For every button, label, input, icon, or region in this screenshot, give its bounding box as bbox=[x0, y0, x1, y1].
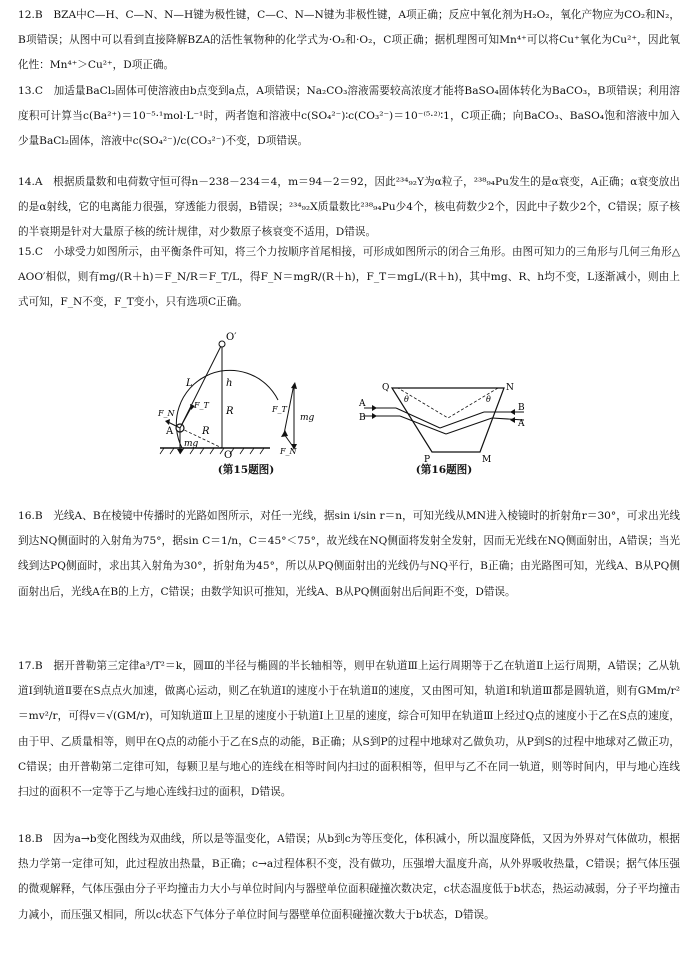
fig15-label-a: A bbox=[166, 426, 174, 437]
fig15-label-oprime: O′ bbox=[226, 332, 237, 343]
fig15-triangle-mg: mg bbox=[300, 413, 315, 423]
figure-16-caption: (第16题图) bbox=[415, 464, 473, 476]
fig15-triangle-fn: F_N bbox=[280, 447, 297, 456]
answer-12: 12.B BZA中C—H、C—N、N—H键为极性键，C—C、N—N键为非极性键，A项正确；反应中氧化剂为H₂O₂，氧化产物应为CO₂和N₂，B项错误；从图中可以看到直接降解BZA的活性氧物种的化学式为·O₂和·O₂，C项正确；据机理图可知Mn⁴⁺可以将Cu⁺氧化为Cu²⁺，因此氧化性：Mn⁴⁺＞Cu²⁺，D项正确。 bbox=[18, 9, 680, 72]
fig16-label-a-left: A bbox=[359, 399, 366, 409]
fig15-triangle-ft: F_T bbox=[272, 405, 287, 414]
answer-14: 14.A 根据质量数和电荷数守恒可得n－238－234＝4，m＝94－2＝92，因此²³⁴₉₂Y为α粒子，²³⁸₉₄Pu发生的是α衰变，A正确；α衰变放出的是α射线，它的电离能力很强，穿透能力很弱，B错误；²³⁴₉₂X质量数比²³⁸₉₄Pu少4个，核电荷数少2个，因此中子数少2个，C错误；原子核的半衰期是针对大量原子核的统计规律，对少数原子核衰变不适用，D错误。 bbox=[18, 176, 680, 239]
fig16-label-q: Q bbox=[382, 383, 390, 393]
fig15-label-mg: mg bbox=[184, 439, 199, 449]
fig16-label-b-left: B bbox=[359, 413, 366, 423]
fig16-label-m: M bbox=[482, 455, 492, 465]
answer-17: 17.B 据开普勒第三定律a³/T²＝k，圆Ⅲ的半径与椭圆的半长轴相等，则甲在轨道Ⅲ上运行周期等于乙在轨道Ⅱ上运行周期，A错误；乙从轨道Ⅰ到轨道Ⅱ要在S点点火加速，做离心运动，则乙在轨道Ⅰ的速度小于在轨道Ⅱ的速度，又由图可知，轨道Ⅰ和轨道Ⅲ都是圆轨道，则有GMm/r²＝mv²/r，可得v＝√(GM/r)，可知轨道Ⅲ上卫星的速度小于轨道Ⅰ上卫星的速度，综合可知甲在轨道Ⅲ上经过Q点的速度小于乙在S点的速度，由于甲、乙质量相等，则甲在Q点的动能小于乙在S点的动能，B正确；从S到P的过程中地球对乙做负功，从P到S的过程中地球对乙做正功，C错误；由开普勒第二定律可知，每颗卫星与地心的连线在相等时间内扫过的面积相等，但甲与乙不在同一轨道，则等时间内，甲与地心连线扫过的面积不一定等于乙与地心连线扫过的面积，D错误。 bbox=[18, 660, 680, 799]
answer-18: 18.B 因为a→b变化图线为双曲线，所以是等温变化，A错误；从b到c为等压变化，体积减小，所以温度降低，又因为外界对气体做功，根据热力学第一定律可知，此过程放出热量，B正确；c→a过程体积不变，没有做功，压强增大温度升高，从外界吸收热量，C错误；据气体压强的微观解释，气体压强由分子平均撞击力大小与单位时间内与器壁单位面积碰撞次数决定，c状态温度低于b状态，热运动减弱，分子平均撞击力减小，而压强又相同，所以c状态下气体分子单位时间与器壁单位面积碰撞次数大于b状态，D错误。 bbox=[18, 833, 680, 921]
fig15-label-r1: R bbox=[226, 406, 234, 417]
answer-13: 13.C 加适量BaCl₂固体可使溶液由b点变到a点，A项错误；Na₂CO₃溶液需要较高浓度才能将BaSO₄固体转化为BaCO₃，B项错误；利用溶度积可计算当c(Ba²⁺)＝10⁻⁵·¹mol·L⁻¹时，两者饱和溶液中c(SO₄²⁻)∶c(CO₃²⁻)＝10⁻⁽⁵·²⁾∶1，C项正确；向BaCO₃、BaSO₄饱和溶液中加入少量BaCl₂固体，溶液中c(SO₄²⁻)/c(CO₃²⁻)不变，D项错误。 bbox=[18, 85, 680, 148]
figure-15-force-triangle bbox=[264, 380, 326, 462]
fig15-label-h: h bbox=[226, 378, 233, 389]
fig16-label-a-right: A bbox=[518, 419, 525, 429]
fig16-label-n: N bbox=[506, 383, 514, 393]
figure-16-prism-diagram bbox=[360, 382, 530, 464]
fig15-label-fn: F_N bbox=[158, 409, 175, 418]
fig15-label-ft: F_T bbox=[194, 401, 209, 410]
fig16-label-theta-left: θ bbox=[404, 395, 409, 404]
fig16-label-theta-right: θ bbox=[486, 395, 491, 404]
answer-16: 16.B 光线A、B在棱镜中传播时的光路如图所示，对任一光线，据sin i/sin r＝n，可知光线从MN进入棱镜时的折射角r＝30°，可求出光线到达NQ侧面时的入射角为75°，据sin C＝1/n，C＝45°＜75°，故光线在NQ侧面将发射全发射，因而无光线在NQ侧面射出，A错误；当光线到达PQ侧面时，求出其入射角为30°，折射角为45°，所以从PQ侧面射出的光线仍与NQ平行，B正确；由光路图可知，光线A、B从PQ侧面射出后，光线A在B的上方，C错误；由数学知识可推知，光线A、B从PQ侧面射出后间距不变，D错误。 bbox=[18, 510, 680, 598]
fig16-label-p: P bbox=[424, 455, 431, 465]
fig15-label-l: L bbox=[186, 378, 193, 389]
answer-15: 15.C 小球受力如图所示，由平衡条件可知，将三个力按顺序首尾相接，可形成如图所示的闭合三角形。由图可知力的三角形与几何三角形△AOO′相似，则有mg/(R＋h)＝F_N/R＝F_T/L，得F_N＝mgR/(R＋h)，F_T＝mgL/(R＋h)，其中mg、R、h均不变，L逐渐减小，则由上式可知，F_N不变，F_T变小，只有选项C正确。 bbox=[18, 246, 680, 309]
fig15-label-o: O bbox=[224, 450, 233, 461]
fig16-label-b-right: B bbox=[518, 403, 525, 413]
fig15-label-r2: R bbox=[202, 426, 210, 437]
figure-15-caption: (第15题图) bbox=[217, 464, 275, 476]
